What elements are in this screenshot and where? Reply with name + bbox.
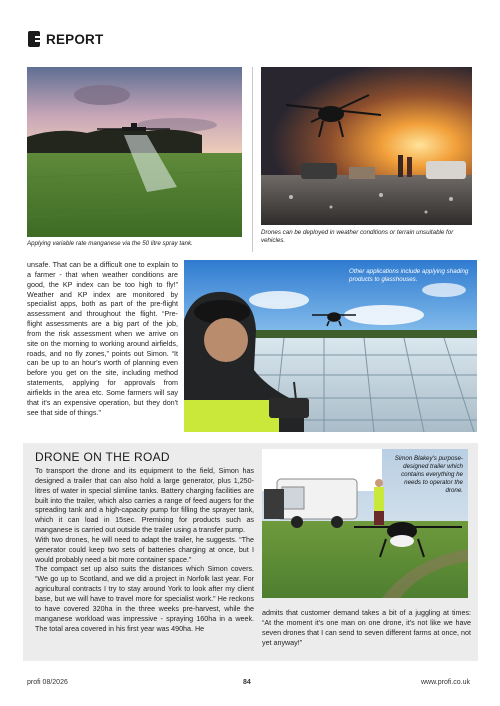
brand-logo-icon: [27, 30, 41, 48]
sunset-caption: Drones can be deployed in weather conditions or terrain unsuitable for vehicles.: [261, 229, 454, 244]
box-paragraph-3: The compact set up also suits the distances which Simon covers. “We go up to Scotland, and we did a project in Norfolk last year. For agricultural contracts I try to stay around York to look after my client base, but we will have to travel more for specialist work.” He reckons to have covered 320ha in the three weeks pre-harvest, while the manganese workload was impressive - spraying 160ha in a week. The total area covered in his first year was 490ha. He: [35, 565, 254, 633]
sprayer-photo: [27, 67, 242, 237]
sunset-image: [261, 67, 472, 225]
column-divider: [252, 67, 253, 252]
glasshouse-overlay-caption: Other applications include applying shading products to glasshouses.: [349, 268, 469, 283]
box-paragraph-2: With two drones, he will need to adapt the trailer, he suggests. “The generator could keep two sets of batteries charging at once, but I would probably need a bit more container space.”: [35, 535, 254, 564]
box-title: DRONE ON THE ROAD: [35, 450, 170, 464]
sprayer-image: [27, 67, 242, 237]
trailer-caption: Simon Blakey's purpose-designed trailer which contains everything he needs to operator the drone.: [394, 455, 463, 494]
section-title: REPORT: [46, 31, 104, 47]
glasshouse-photo: [184, 260, 477, 432]
box-right-text: admits that customer demand takes a bit of a juggling at times: “At the moment it's one man on one drone, it's not like we have seven drones that I can send to seven different farms at once, not yet anyway!”: [262, 609, 471, 647]
section-header: [27, 28, 103, 50]
box-paragraph-1: To transport the drone and its equipment to the field, Simon has designed a trailer that can also hold a large generator, plus 1,250-litres of water in special slimline tanks. Battery charging facilities are built into the trailer, which also carries a range of feed augers for the spreading tank and a high-capacity pump for filling the sprayer tank, which it can load in 15sec. Premixing for products such as manganese is carried out outside the trailer using a transfer pump.: [35, 467, 254, 535]
main-article-text: unsafe. That can be a difficult one to explain to a farmer - that when weather conditions are good, the KP index can be too high to fly!” Weather and KP index are monitored by specialist apps, both as part of the pre-flight assessment and throughout the flight. “Pre-flight assessments are a big part of the job, from the risk assessment when we arrive on site on the morning to working around airfields, roads, and no fly zones,” points out Simon. “It can be up to an hour's worth of planning even before you get on the site, including method statements, applying for approvals from airfields in the area etc. Some farmers will say that it's an expensive operation, but they don't see that side of things.”: [27, 261, 178, 417]
box-text: [35, 467, 254, 634]
sprayer-caption: Applying variable rate manganese via the 50 litre spray tank.: [27, 240, 193, 247]
footer-website: www.profi.co.uk: [421, 679, 471, 686]
sunset-photo: [261, 67, 472, 225]
glasshouse-image: [184, 260, 477, 432]
page-number: 84: [243, 679, 251, 686]
footer-issue: profi 08/2026: [27, 679, 68, 686]
